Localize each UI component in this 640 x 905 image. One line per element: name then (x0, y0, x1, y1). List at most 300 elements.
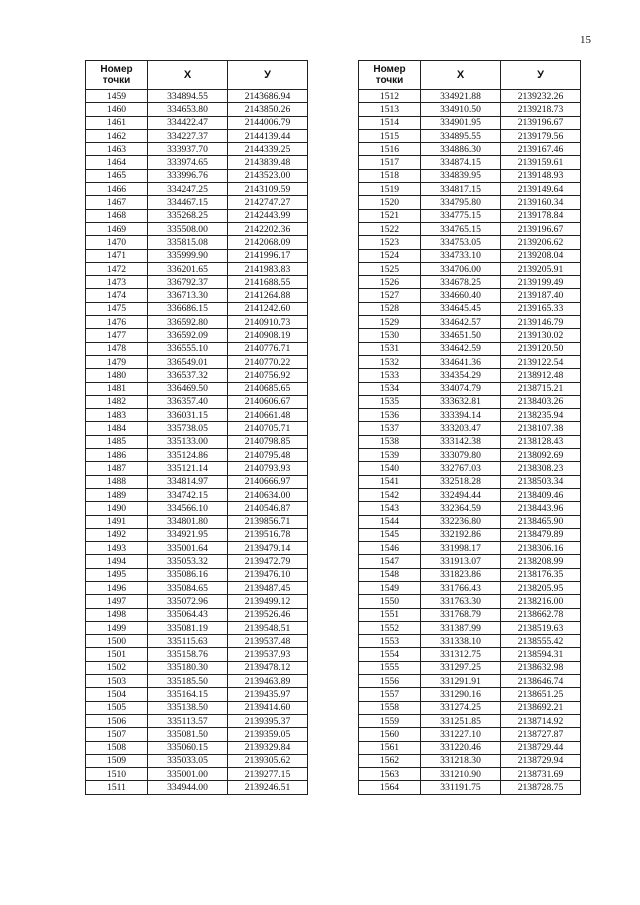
cell-point-number: 1474 (86, 289, 148, 302)
cell-x: 332494.44 (421, 488, 501, 501)
table-body-right (359, 90, 581, 795)
cell-x: 334921.95 (148, 528, 228, 541)
cell-point-number: 1490 (86, 502, 148, 515)
table-row (359, 103, 581, 116)
cell-y: 2138727.87 (501, 728, 581, 741)
cell-y: 2139167.46 (501, 143, 581, 156)
cell-point-number: 1494 (86, 555, 148, 568)
cell-point-number: 1558 (359, 701, 421, 714)
cell-point-number: 1515 (359, 129, 421, 142)
table-row (86, 542, 308, 555)
header-point-number: Номер точки (86, 61, 148, 90)
cell-point-number: 1528 (359, 302, 421, 315)
cell-y: 2138443.96 (501, 502, 581, 515)
cell-point-number: 1496 (86, 581, 148, 594)
table-row (359, 781, 581, 794)
cell-point-number: 1538 (359, 435, 421, 448)
table-row (86, 316, 308, 329)
cell-y: 2139120.50 (501, 342, 581, 355)
cell-x: 334641.36 (421, 355, 501, 368)
cell-point-number: 1521 (359, 209, 421, 222)
table-row (86, 741, 308, 754)
cell-x: 334874.15 (421, 156, 501, 169)
cell-point-number: 1505 (86, 701, 148, 714)
cell-x: 335268.25 (148, 209, 228, 222)
cell-x: 334817.15 (421, 183, 501, 196)
cell-point-number: 1508 (86, 741, 148, 754)
cell-y: 2138503.34 (501, 475, 581, 488)
table-row (86, 661, 308, 674)
cell-y: 2138403.26 (501, 395, 581, 408)
cell-y: 2138409.46 (501, 488, 581, 501)
header-point-number: Номер точки (359, 61, 421, 90)
cell-point-number: 1509 (86, 754, 148, 767)
table-row (359, 316, 581, 329)
table-row (359, 302, 581, 315)
table-row (359, 741, 581, 754)
cell-y: 2141983.83 (228, 262, 308, 275)
cell-y: 2140546.87 (228, 502, 308, 515)
cell-y: 2139146.79 (501, 316, 581, 329)
cell-point-number: 1548 (359, 568, 421, 581)
cell-point-number: 1488 (86, 475, 148, 488)
cell-x: 333937.70 (148, 143, 228, 156)
cell-x: 335001.00 (148, 768, 228, 781)
cell-x: 334074.79 (421, 382, 501, 395)
cell-point-number: 1537 (359, 422, 421, 435)
cell-point-number: 1511 (86, 781, 148, 794)
cell-y: 2138235.94 (501, 409, 581, 422)
table-row (359, 209, 581, 222)
table-row (359, 236, 581, 249)
cell-y: 2139526.46 (228, 608, 308, 621)
table-row (86, 369, 308, 382)
cell-point-number: 1498 (86, 608, 148, 621)
cell-y: 2138731.69 (501, 768, 581, 781)
cell-x: 336357.40 (148, 395, 228, 408)
table-row (359, 422, 581, 435)
table-row (86, 781, 308, 794)
cell-point-number: 1489 (86, 488, 148, 501)
cell-point-number: 1557 (359, 688, 421, 701)
cell-y: 2139537.48 (228, 635, 308, 648)
cell-y: 2140908.19 (228, 329, 308, 342)
cell-y: 2142443.99 (228, 209, 308, 222)
cell-x: 336555.10 (148, 342, 228, 355)
cell-point-number: 1497 (86, 595, 148, 608)
cell-y: 2138465.90 (501, 515, 581, 528)
cell-x: 336592.09 (148, 329, 228, 342)
cell-y: 2139414.60 (228, 701, 308, 714)
table-row (86, 169, 308, 182)
table-row (359, 382, 581, 395)
cell-x: 331227.10 (421, 728, 501, 741)
table-row (86, 236, 308, 249)
cell-x: 331766.43 (421, 581, 501, 594)
cell-point-number: 1487 (86, 462, 148, 475)
table-row (359, 714, 581, 727)
table-row (86, 728, 308, 741)
table-row (359, 90, 581, 103)
table-row (359, 395, 581, 408)
cell-y: 2139499.12 (228, 595, 308, 608)
table-row (86, 183, 308, 196)
table-row (359, 475, 581, 488)
cell-point-number: 1476 (86, 316, 148, 329)
cell-point-number: 1481 (86, 382, 148, 395)
cell-x: 335060.15 (148, 741, 228, 754)
cell-point-number: 1520 (359, 196, 421, 209)
cell-point-number: 1532 (359, 355, 421, 368)
cell-y: 2143839.48 (228, 156, 308, 169)
table-header-row (359, 61, 581, 90)
cell-y: 2139548.51 (228, 621, 308, 634)
cell-y: 2139205.91 (501, 262, 581, 275)
cell-point-number: 1484 (86, 422, 148, 435)
cell-x: 335081.19 (148, 621, 228, 634)
table-row (359, 143, 581, 156)
cell-x: 335072.96 (148, 595, 228, 608)
cell-point-number: 1529 (359, 316, 421, 329)
cell-x: 336713.30 (148, 289, 228, 302)
cell-point-number: 1517 (359, 156, 421, 169)
cell-y: 2139208.04 (501, 249, 581, 262)
cell-y: 2139476.10 (228, 568, 308, 581)
cell-y: 2141688.55 (228, 276, 308, 289)
cell-x: 332364.59 (421, 502, 501, 515)
cell-x: 331290.16 (421, 688, 501, 701)
cell-y: 2140666.97 (228, 475, 308, 488)
cell-x: 331291.91 (421, 675, 501, 688)
cell-y: 2139199.49 (501, 276, 581, 289)
cell-y: 2139232.26 (501, 90, 581, 103)
table-row (359, 595, 581, 608)
cell-y: 2138306.16 (501, 542, 581, 555)
cell-y: 2138646.74 (501, 675, 581, 688)
header-x: X (421, 61, 501, 90)
cell-y: 2139178.84 (501, 209, 581, 222)
cell-x: 333203.47 (421, 422, 501, 435)
cell-x: 334742.15 (148, 488, 228, 501)
header-y: У (501, 61, 581, 90)
table-row (86, 382, 308, 395)
cell-point-number: 1500 (86, 635, 148, 648)
cell-y: 2138176.35 (501, 568, 581, 581)
table-row (86, 449, 308, 462)
table-row (359, 515, 581, 528)
cell-x: 332767.03 (421, 462, 501, 475)
cell-x: 334227.37 (148, 129, 228, 142)
cell-x: 335508.00 (148, 222, 228, 235)
cell-x: 334814.97 (148, 475, 228, 488)
cell-y: 2139196.67 (501, 222, 581, 235)
cell-y: 2139329.84 (228, 741, 308, 754)
cell-x: 334795.80 (421, 196, 501, 209)
cell-x: 335121.14 (148, 462, 228, 475)
cell-x: 336201.65 (148, 262, 228, 275)
cell-x: 334801.80 (148, 515, 228, 528)
cell-x: 331251.85 (421, 714, 501, 727)
table-row (86, 156, 308, 169)
table-row (359, 329, 581, 342)
cell-y: 2139487.45 (228, 581, 308, 594)
cell-y: 2139359.05 (228, 728, 308, 741)
cell-point-number: 1463 (86, 143, 148, 156)
cell-point-number: 1541 (359, 475, 421, 488)
table-row (86, 595, 308, 608)
table-row (86, 302, 308, 315)
table-row (86, 196, 308, 209)
table-row (86, 342, 308, 355)
cell-point-number: 1478 (86, 342, 148, 355)
cell-y: 2140606.67 (228, 395, 308, 408)
cell-y: 2138632.98 (501, 661, 581, 674)
cell-point-number: 1464 (86, 156, 148, 169)
cell-point-number: 1526 (359, 276, 421, 289)
cell-y: 2139516.78 (228, 528, 308, 541)
cell-x: 331297.25 (421, 661, 501, 674)
cell-y: 2138128.43 (501, 435, 581, 448)
cell-x: 334765.15 (421, 222, 501, 235)
cell-point-number: 1460 (86, 103, 148, 116)
cell-point-number: 1533 (359, 369, 421, 382)
cell-x: 334642.57 (421, 316, 501, 329)
cell-y: 2140770.22 (228, 355, 308, 368)
cell-y: 2140798.85 (228, 435, 308, 448)
cell-y: 2141996.17 (228, 249, 308, 262)
cell-point-number: 1504 (86, 688, 148, 701)
cell-x: 335164.15 (148, 688, 228, 701)
table-row (359, 342, 581, 355)
cell-point-number: 1527 (359, 289, 421, 302)
table-row (86, 409, 308, 422)
cell-y: 2138555.42 (501, 635, 581, 648)
cell-point-number: 1564 (359, 781, 421, 794)
table-row (359, 262, 581, 275)
table-row (359, 289, 581, 302)
cell-x: 335158.76 (148, 648, 228, 661)
cell-x: 333996.76 (148, 169, 228, 182)
cell-point-number: 1518 (359, 169, 421, 182)
table-row (359, 701, 581, 714)
cell-x: 335115.63 (148, 635, 228, 648)
cell-x: 334678.25 (421, 276, 501, 289)
cell-y: 2138662.78 (501, 608, 581, 621)
cell-point-number: 1477 (86, 329, 148, 342)
cell-y: 2139395.37 (228, 714, 308, 727)
table-row (359, 648, 581, 661)
cell-point-number: 1551 (359, 608, 421, 621)
cell-point-number: 1535 (359, 395, 421, 408)
cell-x: 334886.30 (421, 143, 501, 156)
cell-y: 2139478.12 (228, 661, 308, 674)
cell-point-number: 1467 (86, 196, 148, 209)
table-row (86, 103, 308, 116)
cell-point-number: 1485 (86, 435, 148, 448)
table-row (86, 462, 308, 475)
cell-x: 335815.08 (148, 236, 228, 249)
cell-y: 2143686.94 (228, 90, 308, 103)
cell-point-number: 1462 (86, 129, 148, 142)
cell-y: 2139463.89 (228, 675, 308, 688)
cell-x: 335113.57 (148, 714, 228, 727)
cell-y: 2138308.23 (501, 462, 581, 475)
cell-x: 331274.25 (421, 701, 501, 714)
cell-x: 331218.30 (421, 754, 501, 767)
table-row (86, 754, 308, 767)
cell-point-number: 1559 (359, 714, 421, 727)
cell-x: 335001.64 (148, 542, 228, 555)
table-row (86, 475, 308, 488)
table-row (359, 249, 581, 262)
cell-point-number: 1471 (86, 249, 148, 262)
cell-x: 333079.80 (421, 449, 501, 462)
cell-y: 2139856.71 (228, 515, 308, 528)
cell-point-number: 1501 (86, 648, 148, 661)
cell-x: 333394.14 (421, 409, 501, 422)
cell-x: 335084.65 (148, 581, 228, 594)
cell-y: 2139218.73 (501, 103, 581, 116)
table-row (86, 675, 308, 688)
header-x: X (148, 61, 228, 90)
table-row (359, 661, 581, 674)
cell-point-number: 1531 (359, 342, 421, 355)
cell-x: 334910.50 (421, 103, 501, 116)
table-row (86, 143, 308, 156)
cell-x: 336792.37 (148, 276, 228, 289)
cell-y: 2138729.44 (501, 741, 581, 754)
cell-point-number: 1554 (359, 648, 421, 661)
cell-y: 2141242.60 (228, 302, 308, 315)
cell-point-number: 1530 (359, 329, 421, 342)
cell-y: 2139479.14 (228, 542, 308, 555)
cell-point-number: 1540 (359, 462, 421, 475)
cell-x: 334839.95 (421, 169, 501, 182)
table-row (359, 542, 581, 555)
cell-point-number: 1522 (359, 222, 421, 235)
cell-x: 334901.95 (421, 116, 501, 129)
cell-point-number: 1491 (86, 515, 148, 528)
page-number: 15 (580, 34, 591, 46)
table-row (86, 276, 308, 289)
cell-point-number: 1475 (86, 302, 148, 315)
cell-y: 2139277.15 (228, 768, 308, 781)
cell-x: 335738.05 (148, 422, 228, 435)
cell-x: 331338.10 (421, 635, 501, 648)
cell-x: 331191.75 (421, 781, 501, 794)
cell-point-number: 1519 (359, 183, 421, 196)
cell-x: 333974.65 (148, 156, 228, 169)
cell-x: 334247.25 (148, 183, 228, 196)
table-row (359, 528, 581, 541)
cell-point-number: 1539 (359, 449, 421, 462)
table-row (359, 581, 581, 594)
table-row (359, 635, 581, 648)
table-row (86, 395, 308, 408)
cell-x: 334354.29 (421, 369, 501, 382)
cell-y: 2144139.44 (228, 129, 308, 142)
table-row (86, 555, 308, 568)
cell-y: 2139160.34 (501, 196, 581, 209)
cell-point-number: 1524 (359, 249, 421, 262)
cell-y: 2140756.92 (228, 369, 308, 382)
table-row (86, 515, 308, 528)
table-row (86, 422, 308, 435)
cell-point-number: 1555 (359, 661, 421, 674)
cell-y: 2139187.40 (501, 289, 581, 302)
table-row (359, 116, 581, 129)
table-row (86, 222, 308, 235)
table-row (359, 608, 581, 621)
cell-point-number: 1510 (86, 768, 148, 781)
table-row (359, 409, 581, 422)
table-row (359, 728, 581, 741)
header-y: У (228, 61, 308, 90)
table-header-row (86, 61, 308, 90)
table-row (359, 355, 581, 368)
cell-x: 335138.50 (148, 701, 228, 714)
cell-point-number: 1547 (359, 555, 421, 568)
cell-point-number: 1549 (359, 581, 421, 594)
cell-y: 2142202.36 (228, 222, 308, 235)
cell-point-number: 1523 (359, 236, 421, 249)
table-row (359, 621, 581, 634)
cell-x: 336686.15 (148, 302, 228, 315)
table-row (86, 116, 308, 129)
cell-x: 335180.30 (148, 661, 228, 674)
table-row (86, 768, 308, 781)
cell-point-number: 1459 (86, 90, 148, 103)
table-row (359, 462, 581, 475)
cell-y: 2140634.00 (228, 488, 308, 501)
cell-y: 2139435.97 (228, 688, 308, 701)
table-body-left (86, 90, 308, 795)
cell-x: 332236.80 (421, 515, 501, 528)
cell-y: 2142068.09 (228, 236, 308, 249)
cell-point-number: 1469 (86, 222, 148, 235)
table-row (86, 329, 308, 342)
cell-x: 336469.50 (148, 382, 228, 395)
cell-point-number: 1550 (359, 595, 421, 608)
table-row (86, 262, 308, 275)
cell-point-number: 1543 (359, 502, 421, 515)
cell-point-number: 1470 (86, 236, 148, 249)
cell-y: 2138519.63 (501, 621, 581, 634)
cell-y: 2138728.75 (501, 781, 581, 794)
table-row (86, 714, 308, 727)
cell-x: 331998.17 (421, 542, 501, 555)
table-row (86, 435, 308, 448)
cell-x: 334895.55 (421, 129, 501, 142)
cell-y: 2138714.92 (501, 714, 581, 727)
cell-point-number: 1546 (359, 542, 421, 555)
cell-y: 2138479.89 (501, 528, 581, 541)
cell-x: 331210.90 (421, 768, 501, 781)
cell-point-number: 1506 (86, 714, 148, 727)
table-row (359, 196, 581, 209)
cell-point-number: 1461 (86, 116, 148, 129)
table-row (359, 488, 581, 501)
cell-y: 2138715.21 (501, 382, 581, 395)
cell-point-number: 1536 (359, 409, 421, 422)
cell-point-number: 1479 (86, 355, 148, 368)
cell-point-number: 1553 (359, 635, 421, 648)
cell-x: 332192.86 (421, 528, 501, 541)
table-row (359, 276, 581, 289)
cell-x: 332518.28 (421, 475, 501, 488)
table-row (86, 568, 308, 581)
cell-y: 2144339.25 (228, 143, 308, 156)
